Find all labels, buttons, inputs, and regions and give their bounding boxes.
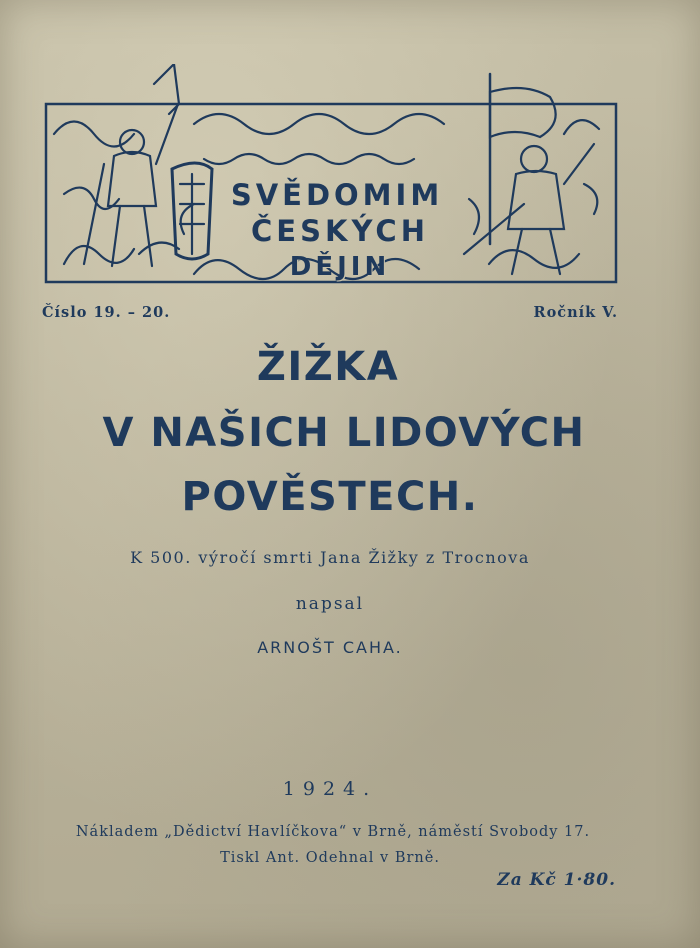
author-name: ARNOŠT CAHA. <box>257 638 403 657</box>
banner-line-1: SVĚDOMIM <box>230 178 444 212</box>
title-line-2: V NAŠICH LIDOVÝCH <box>102 410 586 456</box>
price-label: Za Kč 1·80. <box>497 870 616 890</box>
banner-line-2: ČESKÝCH <box>251 214 429 248</box>
issue-number: Číslo 19. – 20. <box>42 304 171 321</box>
printer-line: Tiskl Ant. Odehnal v Brně. <box>220 850 440 866</box>
subtitle: K 500. výročí smrti Jana Žižky z Trocnova <box>130 548 530 567</box>
publication-year: 1924. <box>282 778 378 800</box>
ornamental-banner <box>44 64 618 286</box>
volume-number: Ročník V. <box>533 304 618 321</box>
title-line-3: POVĚSTECH. <box>181 474 479 520</box>
byline-label: napsal <box>295 594 365 614</box>
title-line-1: ŽIŽKA <box>256 344 400 390</box>
banner-line-3: DĚJIN <box>289 252 391 282</box>
publisher-line: Nákladem „Dědictví Havlíčkova“ v Brně, náměstí Svobody 17. <box>75 824 591 840</box>
